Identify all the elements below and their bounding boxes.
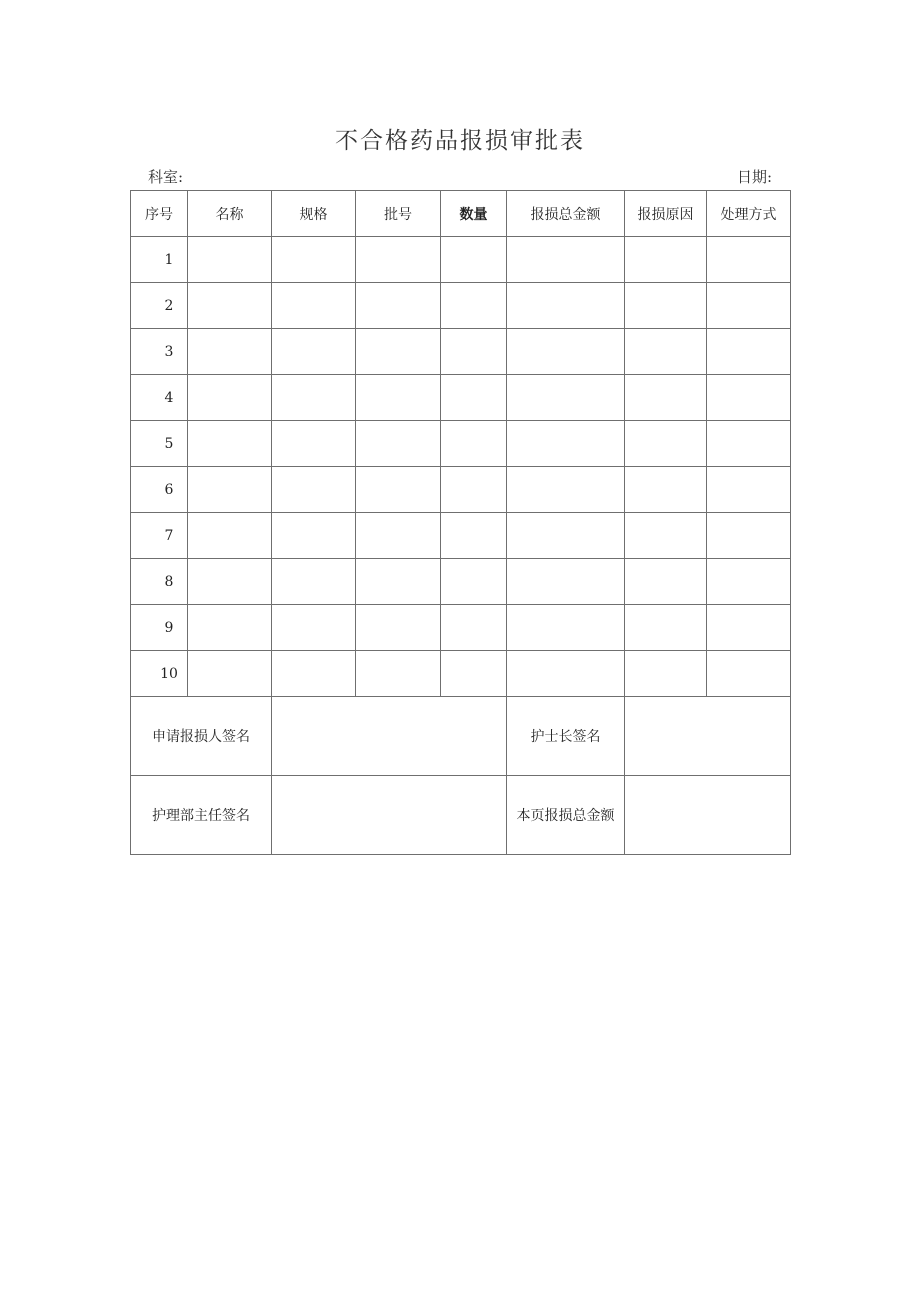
name-cell[interactable] — [188, 605, 272, 651]
handling-cell[interactable] — [707, 283, 791, 329]
row-number: 5 — [131, 421, 188, 467]
reason-cell[interactable] — [625, 467, 707, 513]
amount-cell[interactable] — [507, 513, 625, 559]
director-signature-field[interactable] — [272, 776, 507, 855]
quantity-cell[interactable] — [441, 421, 507, 467]
amount-cell[interactable] — [507, 329, 625, 375]
batch-cell[interactable] — [356, 237, 441, 283]
amount-cell[interactable] — [507, 605, 625, 651]
handling-cell[interactable] — [707, 559, 791, 605]
table-row — [131, 421, 791, 467]
header-index: 序号 — [131, 191, 188, 237]
handling-cell[interactable] — [707, 329, 791, 375]
row-number: 7 — [131, 513, 188, 559]
department-label: 科室: — [148, 168, 184, 186]
amount-cell[interactable] — [507, 467, 625, 513]
name-cell[interactable] — [188, 283, 272, 329]
batch-cell[interactable] — [356, 651, 441, 697]
header-row — [131, 191, 791, 237]
approval-table — [130, 190, 791, 855]
handling-cell[interactable] — [707, 605, 791, 651]
date-label: 日期: — [737, 168, 773, 186]
header-reason: 报损原因 — [625, 191, 707, 237]
handling-cell[interactable] — [707, 375, 791, 421]
name-cell[interactable] — [188, 467, 272, 513]
table-row — [131, 467, 791, 513]
batch-cell[interactable] — [356, 605, 441, 651]
row-number: 8 — [131, 559, 188, 605]
amount-cell[interactable] — [507, 283, 625, 329]
batch-cell[interactable] — [356, 467, 441, 513]
header-total-amount: 报损总金额 — [507, 191, 625, 237]
signature-row — [131, 776, 791, 855]
batch-cell[interactable] — [356, 375, 441, 421]
handling-cell[interactable] — [707, 237, 791, 283]
row-number: 4 — [131, 375, 188, 421]
amount-cell[interactable] — [507, 375, 625, 421]
reason-cell[interactable] — [625, 421, 707, 467]
spec-cell[interactable] — [272, 513, 356, 559]
row-number: 9 — [131, 605, 188, 651]
signature-row — [131, 697, 791, 776]
reason-cell[interactable] — [625, 329, 707, 375]
spec-cell[interactable] — [272, 651, 356, 697]
table-row — [131, 513, 791, 559]
table-row — [131, 283, 791, 329]
page-total-field[interactable] — [625, 776, 791, 855]
reason-cell[interactable] — [625, 283, 707, 329]
name-cell[interactable] — [188, 421, 272, 467]
spec-cell[interactable] — [272, 559, 356, 605]
reason-cell[interactable] — [625, 513, 707, 559]
quantity-cell[interactable] — [441, 283, 507, 329]
table-row — [131, 605, 791, 651]
header-spec: 规格 — [272, 191, 356, 237]
page-total-label: 本页报损总金额 — [507, 776, 625, 855]
spec-cell[interactable] — [272, 421, 356, 467]
handling-cell[interactable] — [707, 421, 791, 467]
name-cell[interactable] — [188, 237, 272, 283]
applicant-signature-label: 申请报损人签名 — [131, 697, 272, 776]
amount-cell[interactable] — [507, 559, 625, 605]
name-cell[interactable] — [188, 329, 272, 375]
table-row — [131, 237, 791, 283]
spec-cell[interactable] — [272, 375, 356, 421]
quantity-cell[interactable] — [441, 467, 507, 513]
spec-cell[interactable] — [272, 237, 356, 283]
table-row — [131, 375, 791, 421]
handling-cell[interactable] — [707, 651, 791, 697]
row-number: 3 — [131, 329, 188, 375]
amount-cell[interactable] — [507, 651, 625, 697]
quantity-cell[interactable] — [441, 605, 507, 651]
row-number: 6 — [131, 467, 188, 513]
applicant-signature-field[interactable] — [272, 697, 507, 776]
header-name: 名称 — [188, 191, 272, 237]
quantity-cell[interactable] — [441, 651, 507, 697]
amount-cell[interactable] — [507, 237, 625, 283]
batch-cell[interactable] — [356, 559, 441, 605]
batch-cell[interactable] — [356, 421, 441, 467]
quantity-cell[interactable] — [441, 559, 507, 605]
row-number: 10 — [131, 651, 188, 697]
name-cell[interactable] — [188, 559, 272, 605]
handling-cell[interactable] — [707, 467, 791, 513]
quantity-cell[interactable] — [441, 237, 507, 283]
batch-cell[interactable] — [356, 513, 441, 559]
reason-cell[interactable] — [625, 375, 707, 421]
reason-cell[interactable] — [625, 605, 707, 651]
quantity-cell[interactable] — [441, 329, 507, 375]
batch-cell[interactable] — [356, 283, 441, 329]
header-quantity: 数量 — [441, 191, 507, 237]
quantity-cell[interactable] — [441, 375, 507, 421]
batch-cell[interactable] — [356, 329, 441, 375]
header-handling: 处理方式 — [707, 191, 791, 237]
reason-cell[interactable] — [625, 237, 707, 283]
row-number: 1 — [131, 237, 188, 283]
row-number: 2 — [131, 283, 188, 329]
spec-cell[interactable] — [272, 283, 356, 329]
reason-cell[interactable] — [625, 559, 707, 605]
handling-cell[interactable] — [707, 513, 791, 559]
table-row — [131, 559, 791, 605]
reason-cell[interactable] — [625, 651, 707, 697]
spec-cell[interactable] — [272, 329, 356, 375]
spec-cell[interactable] — [272, 605, 356, 651]
header-batch: 批号 — [356, 191, 441, 237]
amount-cell[interactable] — [507, 421, 625, 467]
name-cell[interactable] — [188, 651, 272, 697]
name-cell[interactable] — [188, 513, 272, 559]
page-title: 不合格药品报损审批表 — [335, 128, 585, 154]
director-signature-label: 护理部主任签名 — [131, 776, 272, 855]
spec-cell[interactable] — [272, 467, 356, 513]
head-nurse-signature-field[interactable] — [625, 697, 791, 776]
quantity-cell[interactable] — [441, 513, 507, 559]
name-cell[interactable] — [188, 375, 272, 421]
head-nurse-signature-label: 护士长签名 — [507, 697, 625, 776]
table-row — [131, 651, 791, 697]
table-row — [131, 329, 791, 375]
